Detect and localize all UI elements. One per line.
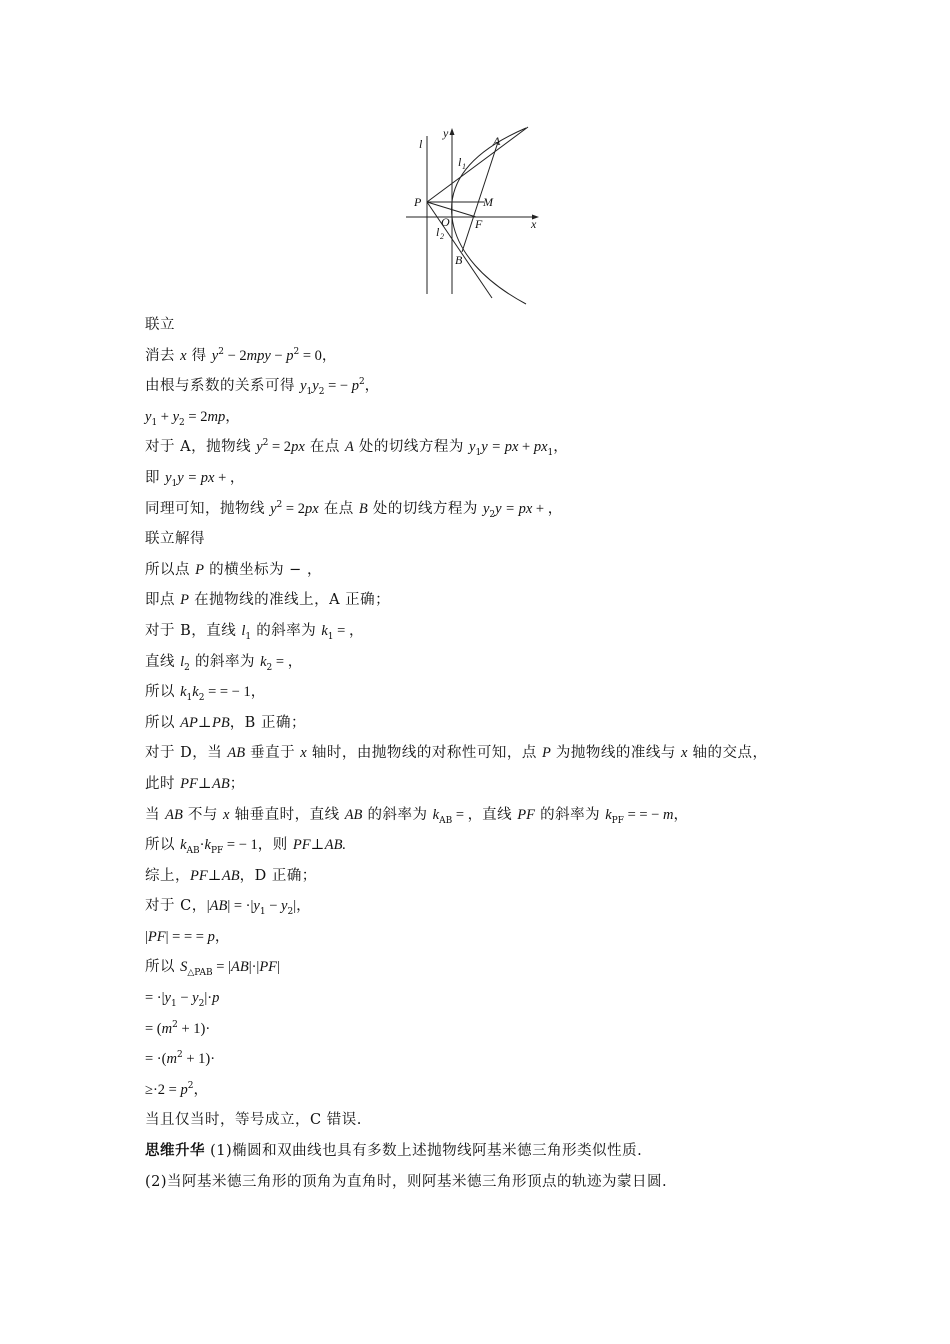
- solution-text: [145, 310, 845, 1197]
- text-run: 2: [198, 998, 205, 1009]
- text-run: S: [180, 959, 188, 976]
- text-run: AB: [230, 959, 249, 976]
- text-run: k: [260, 653, 267, 670]
- text-run: y: [211, 347, 219, 364]
- text-run: 处的切线方程为: [353, 439, 470, 456]
- text-line: [145, 738, 845, 769]
- text-run: AP: [180, 714, 198, 731]
- text-run: PF: [259, 959, 278, 976]
- text-run: P: [180, 592, 189, 609]
- text-run: |·: [204, 990, 213, 1007]
- text-line: [145, 310, 845, 341]
- text-run: 轴的交点，: [687, 745, 768, 762]
- text-run: 对于 A，抛物线: [145, 439, 257, 456]
- text-run: ；: [229, 775, 245, 792]
- text-run: ⊥: [207, 867, 222, 884]
- text-line: [145, 983, 845, 1014]
- text-line: [145, 402, 845, 433]
- text-run: p: [212, 990, 220, 1007]
- text-run: ，: [225, 408, 241, 425]
- text-run: 2: [198, 693, 205, 704]
- text-run: 当: [145, 806, 166, 823]
- text-run: P: [195, 561, 204, 578]
- text-run: = 2: [184, 408, 208, 425]
- text-run: 2: [262, 438, 269, 449]
- text-line: [145, 432, 845, 463]
- text-run: 2: [318, 387, 325, 398]
- text-line: [145, 1105, 845, 1136]
- text-line: [145, 341, 845, 372]
- text-line: [145, 800, 845, 831]
- text-run: y: [312, 378, 319, 395]
- text-run: px: [304, 500, 319, 517]
- parabola-diagram: [400, 122, 550, 307]
- text-run: +: [518, 439, 534, 456]
- label-l1: l: [458, 155, 462, 169]
- text-run: k: [204, 837, 211, 854]
- text-run: 为抛物线的准线与: [550, 745, 682, 762]
- text-line: [145, 952, 845, 983]
- text-run: 垂直于: [245, 745, 301, 762]
- label-b: B: [455, 253, 463, 267]
- text-run: AB: [221, 867, 240, 884]
- text-run: −: [176, 990, 193, 1007]
- text-run: = (: [145, 1020, 162, 1037]
- text-run: 综上，: [145, 867, 190, 884]
- text-run: ，: [364, 378, 380, 395]
- text-line: [145, 371, 845, 402]
- text-line: [145, 1014, 845, 1045]
- text-run: −: [265, 898, 282, 915]
- text-run: 2: [179, 417, 185, 428]
- text-line: [145, 769, 845, 800]
- text-run: 的斜率为: [251, 622, 322, 639]
- text-run: + ，: [532, 500, 563, 517]
- text-run: y: [300, 378, 307, 395]
- text-run: 联立解得: [145, 531, 205, 548]
- text-run: PF: [292, 837, 311, 854]
- text-run: ≥·2 =: [145, 1081, 181, 1098]
- text-run: x: [180, 347, 187, 364]
- text-line: [145, 524, 845, 555]
- text-run: 所以: [145, 684, 181, 701]
- text-run: PF: [517, 806, 535, 823]
- text-run: −: [270, 347, 287, 364]
- text-run: x: [300, 745, 307, 762]
- text-run: 在抛物线的准线上，A 正确；: [188, 592, 391, 609]
- text-line: [145, 585, 845, 616]
- text-run: ，: [250, 684, 266, 701]
- text-run: p: [351, 378, 359, 395]
- text-line: [145, 830, 845, 861]
- text-run: 即: [145, 469, 166, 486]
- text-run: y: [164, 990, 171, 1007]
- text-run: k: [180, 837, 187, 854]
- text-line: [145, 1044, 845, 1075]
- text-line: [145, 922, 845, 953]
- text-run: 在点: [318, 500, 359, 517]
- text-run: y: [192, 990, 199, 1007]
- text-run: AB.: [324, 837, 347, 854]
- text-run: 1: [327, 631, 334, 642]
- text-run: 直线: [482, 806, 518, 823]
- text-run: k: [180, 684, 187, 701]
- text-run: m: [166, 1051, 177, 1068]
- text-run: 2: [287, 907, 294, 918]
- text-run: 轴垂直时，直线: [229, 806, 345, 823]
- text-run: = ，: [452, 806, 483, 823]
- text-run: k: [192, 684, 199, 701]
- text-run: AB: [344, 806, 363, 823]
- text-run: y: [256, 439, 263, 456]
- text-line: [145, 891, 845, 922]
- text-run: 的斜率为: [534, 806, 606, 823]
- text-run: mp: [207, 408, 226, 425]
- text-run: ⊥: [197, 714, 212, 731]
- text-run: 1: [186, 693, 193, 704]
- text-run: y = px: [177, 469, 215, 486]
- text-run: = 2: [268, 439, 292, 456]
- text-run: ，: [193, 1081, 209, 1098]
- text-run: 直线: [145, 653, 181, 670]
- label-m: M: [483, 195, 493, 209]
- text-line: [145, 861, 845, 892]
- text-run: 得: [186, 347, 212, 364]
- text-run: ，B 正确；: [229, 714, 306, 731]
- text-run: 2: [187, 1081, 194, 1092]
- label-f: F: [475, 217, 483, 231]
- text-line: [145, 1167, 845, 1198]
- text-run: p: [207, 928, 215, 945]
- text-line: [145, 463, 845, 494]
- text-run: | = = =: [165, 928, 208, 945]
- text-run: 2: [218, 346, 224, 357]
- text-run: A: [344, 439, 354, 456]
- text-run: 对于 C，: [145, 898, 207, 915]
- text-run: ·: [199, 837, 205, 854]
- text-run: 即点: [145, 592, 181, 609]
- text-run: ，: [214, 928, 230, 945]
- text-run: PF: [180, 775, 198, 792]
- text-run: + 1)·: [177, 1020, 211, 1037]
- text-run: 轴时，由抛物线的对称性可知，点: [306, 745, 542, 762]
- text-line: [145, 494, 845, 525]
- text-run: 所以点: [145, 561, 196, 578]
- label-l2-sub: 2: [440, 232, 444, 241]
- text-run: (1)椭圆和双曲线也具有多数上述抛物线阿基米德三角形类似性质.: [205, 1143, 643, 1160]
- text-run: = |: [212, 959, 231, 976]
- text-run: |，: [293, 898, 311, 915]
- y-axis-arrow: [450, 128, 455, 135]
- text-line: [145, 1075, 845, 1106]
- text-run: AB: [165, 806, 183, 823]
- text-run: AB: [211, 775, 230, 792]
- text-run: 2: [172, 1019, 178, 1030]
- text-run: px: [291, 439, 305, 456]
- text-run: +: [157, 408, 173, 425]
- diagram-svg: [400, 122, 550, 307]
- text-run: − 2: [223, 347, 247, 364]
- text-run: 1: [547, 448, 554, 459]
- text-run: y = px: [481, 439, 519, 456]
- text-run: y: [253, 898, 260, 915]
- text-run: 对于 B，直线: [145, 622, 242, 639]
- text-run: (2)当阿基米德三角形的顶角为直角时，则阿基米德三角形顶点的轨迹为蒙日圆.: [145, 1173, 668, 1190]
- text-run: + 1)·: [182, 1051, 216, 1068]
- text-run: PF: [210, 845, 224, 856]
- text-line: [145, 708, 845, 739]
- text-run: 1: [171, 478, 178, 489]
- text-run: = 2: [282, 500, 305, 517]
- text-run: 所以: [145, 714, 181, 731]
- text-run: y: [281, 898, 288, 915]
- text-run: 所以: [145, 837, 181, 854]
- text-run: P: [541, 745, 551, 762]
- text-run: k: [321, 622, 328, 639]
- text-run: ，D 正确；: [239, 867, 317, 884]
- text-run: + ，: [214, 469, 245, 486]
- text-run: x: [681, 745, 688, 762]
- text-run: ⊥: [310, 837, 325, 854]
- text-run: 的斜率为: [189, 653, 261, 670]
- text-line: [145, 677, 845, 708]
- text-run: = ·|: [145, 990, 165, 1007]
- text-run: 2: [276, 499, 283, 510]
- text-run: AB: [186, 845, 200, 856]
- text-run: k: [432, 806, 440, 823]
- text-run: y: [482, 500, 490, 517]
- text-run: y = px: [495, 500, 533, 517]
- text-run: PF: [190, 867, 208, 884]
- text-run: 2: [266, 662, 273, 673]
- text-run: 对于 D，当: [145, 745, 228, 762]
- text-run: m: [662, 806, 674, 823]
- text-run: 此时: [145, 775, 181, 792]
- text-line: [145, 647, 845, 678]
- text-run: PF: [147, 928, 166, 945]
- text-run: 所以: [145, 959, 181, 976]
- text-run: = ·(: [145, 1051, 167, 1068]
- text-run: l: [180, 653, 185, 670]
- text-run: 消去: [145, 347, 181, 364]
- text-run: ，则: [257, 837, 293, 854]
- text-run: 1: [475, 448, 482, 459]
- section-heading: 思维升华: [145, 1142, 205, 1160]
- text-run: PB: [211, 714, 230, 731]
- text-run: AB: [439, 815, 453, 826]
- text-run: 1: [245, 631, 252, 642]
- label-l: l: [419, 137, 423, 151]
- text-run: = = −: [623, 806, 663, 823]
- text-line: [145, 555, 845, 586]
- text-run: 2: [358, 377, 365, 388]
- text-run: y: [145, 408, 152, 425]
- text-run: 由根与系数的关系可得: [145, 378, 301, 395]
- text-run: y: [469, 439, 476, 456]
- parabola-curve: [452, 128, 526, 304]
- text-run: ，: [321, 347, 337, 364]
- text-run: y: [165, 469, 172, 486]
- text-run: 2: [293, 346, 300, 357]
- text-run: ，: [673, 806, 689, 823]
- text-run: B: [358, 500, 368, 517]
- text-run: = ，: [272, 653, 303, 670]
- text-run: |·|: [248, 959, 260, 976]
- text-run: 1: [306, 387, 313, 398]
- text-run: 联立: [145, 317, 175, 333]
- text-run: 不与: [182, 806, 224, 823]
- text-run: x: [223, 806, 230, 823]
- text-line: [145, 1136, 845, 1167]
- text-run: y: [270, 500, 277, 517]
- text-run: 的横坐标为 − ，: [203, 561, 322, 578]
- label-a: A: [493, 134, 501, 148]
- text-run: 2: [184, 662, 190, 673]
- text-run: ⊥: [197, 775, 212, 792]
- text-line: [145, 616, 845, 647]
- text-run: |: [145, 928, 148, 945]
- label-o: O: [441, 215, 450, 229]
- text-run: ，: [553, 439, 569, 456]
- text-run: PF: [611, 815, 624, 826]
- text-run: AB: [209, 898, 228, 915]
- text-run: k: [605, 806, 612, 823]
- label-x: x: [531, 217, 537, 231]
- text-run: mpy: [246, 347, 271, 364]
- text-run: p: [180, 1081, 188, 1098]
- text-run: |: [206, 898, 210, 915]
- text-run: 1: [151, 417, 158, 428]
- text-run: 的斜率为: [362, 806, 433, 823]
- text-run: 在点: [304, 439, 345, 456]
- text-run: = ，: [333, 622, 364, 639]
- text-run: 2: [176, 1050, 183, 1061]
- text-run: y: [172, 408, 180, 425]
- text-run: 1: [170, 998, 177, 1009]
- text-run: m: [161, 1020, 173, 1037]
- label-l1-sub: 1: [462, 162, 466, 171]
- text-run: = − 1: [223, 837, 258, 854]
- text-run: p: [286, 347, 294, 364]
- text-run: 1: [259, 907, 266, 918]
- text-run: |: [277, 959, 280, 976]
- text-run: px: [533, 439, 548, 456]
- text-run: = 0: [299, 347, 322, 364]
- text-run: AB: [227, 745, 246, 762]
- text-run: △PAB: [187, 968, 213, 979]
- text-run: 当且仅当时，等号成立，C 错误.: [145, 1112, 362, 1129]
- text-run: 同理可知，抛物线: [145, 500, 271, 517]
- text-run: l: [241, 622, 246, 639]
- text-run: = −: [324, 378, 352, 395]
- label-y: y: [443, 126, 449, 140]
- text-run: 2: [489, 509, 496, 520]
- text-run: = = − 1: [204, 684, 251, 701]
- text-run: | = ·|: [227, 898, 254, 915]
- text-run: 处的切线方程为: [367, 500, 483, 517]
- label-p: P: [414, 195, 422, 209]
- label-l2: l: [436, 225, 440, 239]
